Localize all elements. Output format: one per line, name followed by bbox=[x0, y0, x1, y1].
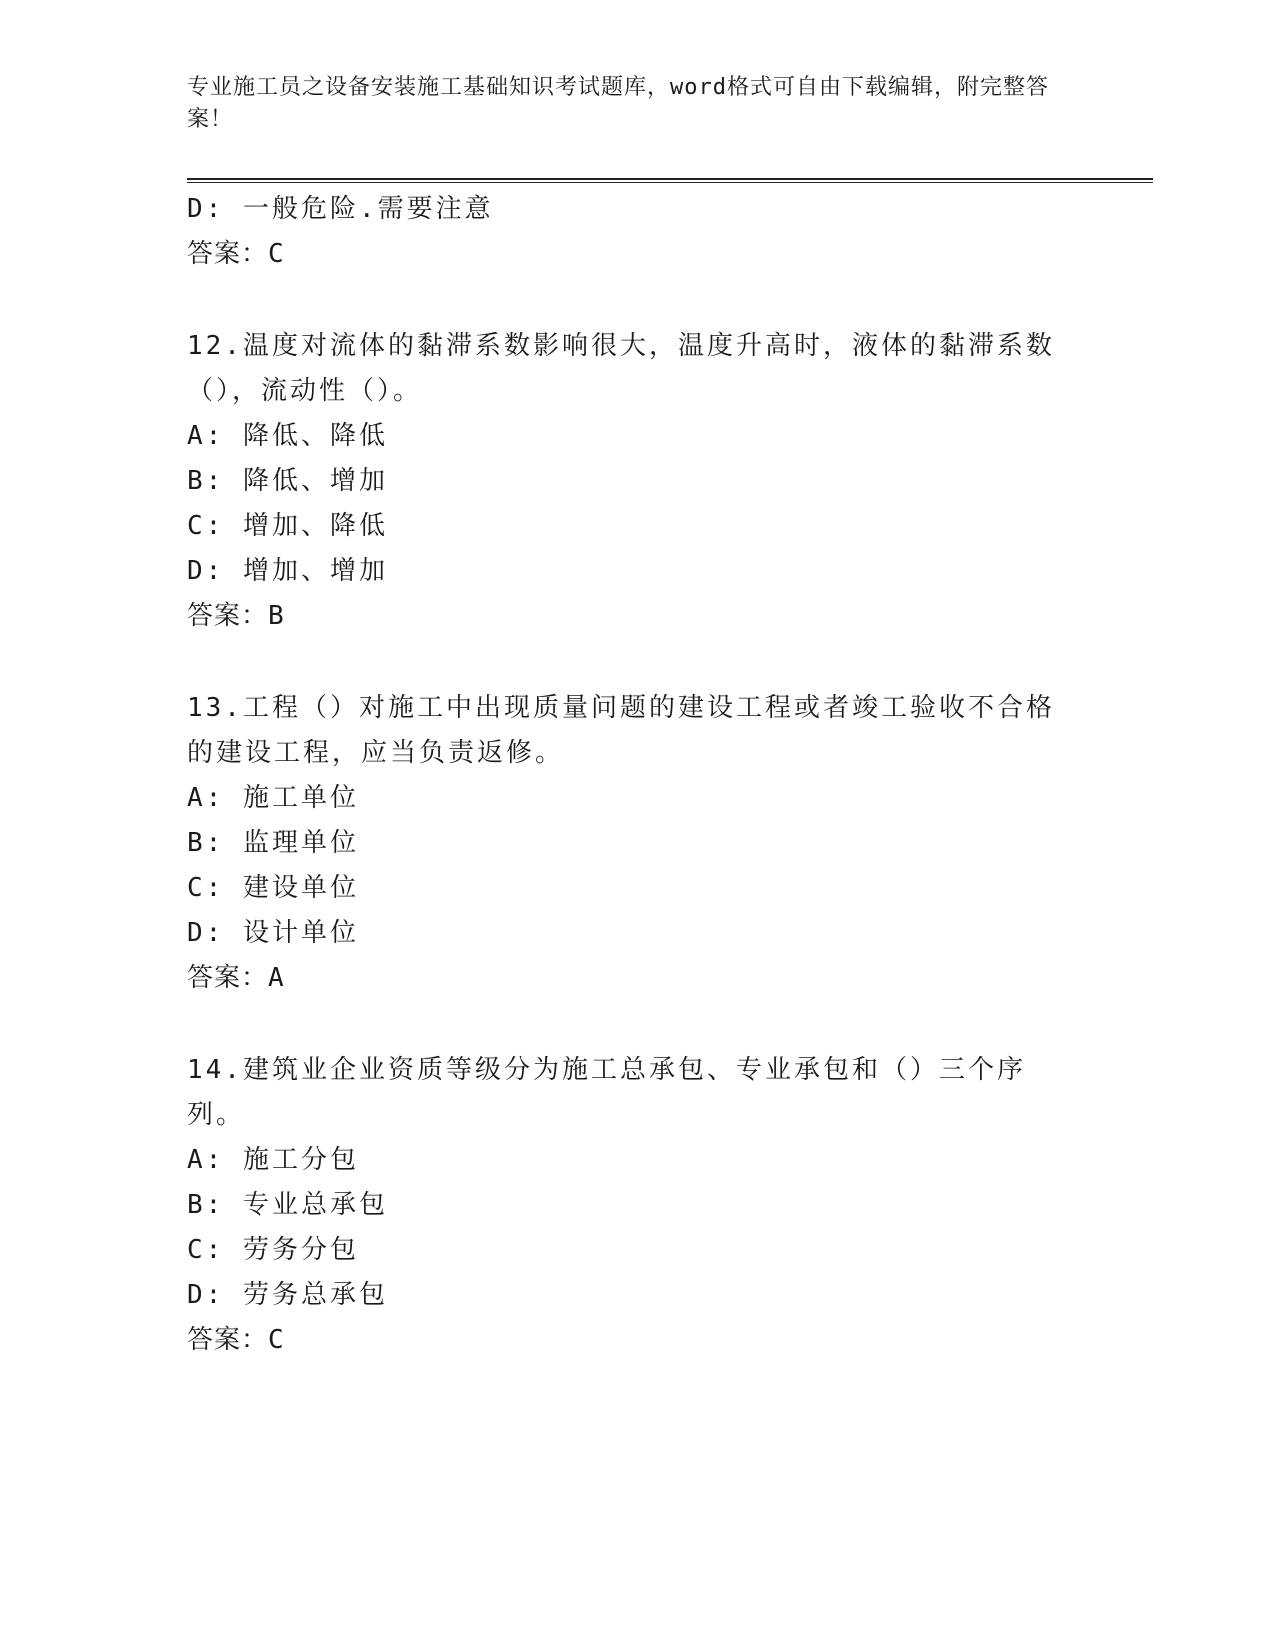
question-stem: 13.工程（）对施工中出现质量问题的建设工程或者竣工验收不合格的建设工程，应当负责返修。 bbox=[187, 693, 1055, 768]
question-block-14 bbox=[187, 1048, 1087, 1363]
option-a: A: 施工分包 bbox=[187, 1145, 359, 1175]
spacer bbox=[187, 277, 1087, 324]
option-d: D: 一般危险.需要注意 bbox=[187, 194, 494, 224]
answer-line bbox=[187, 956, 1087, 1001]
document-body bbox=[187, 187, 1087, 1363]
header-text: 专业施工员之设备安装施工基础知识考试题库，word格式可自由下载编辑，附完整答案！ bbox=[187, 75, 1049, 132]
option-c: C: 劳务分包 bbox=[187, 1235, 359, 1265]
option-c: C: 建设单位 bbox=[187, 873, 359, 903]
option-a: A: 施工单位 bbox=[187, 783, 359, 813]
option-b: B: 降低、增加 bbox=[187, 466, 388, 496]
header-divider bbox=[187, 178, 1153, 183]
question-block-13 bbox=[187, 686, 1087, 1001]
document-header bbox=[187, 72, 1067, 136]
answer-value: B bbox=[268, 601, 284, 631]
option-b: B: 监理单位 bbox=[187, 828, 359, 858]
option-c: C: 增加、降低 bbox=[187, 511, 388, 541]
answer-label: 答案： bbox=[187, 1325, 269, 1355]
answer-value: A bbox=[268, 963, 284, 993]
question-block-12 bbox=[187, 324, 1087, 639]
option-b: B: 专业总承包 bbox=[187, 1190, 388, 1220]
answer-line bbox=[187, 232, 1087, 277]
option-d: D: 劳务总承包 bbox=[187, 1280, 388, 1310]
question-stem: 14.建筑业企业资质等级分为施工总承包、专业承包和（）三个序列。 bbox=[187, 1055, 1026, 1130]
answer-value: C bbox=[268, 239, 284, 269]
option-d: D: 设计单位 bbox=[187, 918, 359, 948]
answer-line bbox=[187, 1318, 1087, 1363]
answer-value: C bbox=[268, 1325, 284, 1355]
option-a: A: 降低、降低 bbox=[187, 421, 388, 451]
answer-label: 答案： bbox=[187, 601, 269, 631]
spacer bbox=[187, 1001, 1087, 1048]
answer-line bbox=[187, 594, 1087, 639]
question-stem: 12.温度对流体的黏滞系数影响很大，温度升高时，液体的黏滞系数（），流动性（）。 bbox=[187, 331, 1055, 406]
spacer bbox=[187, 639, 1087, 686]
answer-label: 答案： bbox=[187, 963, 269, 993]
option-d: D: 增加、增加 bbox=[187, 556, 388, 586]
answer-label: 答案： bbox=[187, 239, 269, 269]
